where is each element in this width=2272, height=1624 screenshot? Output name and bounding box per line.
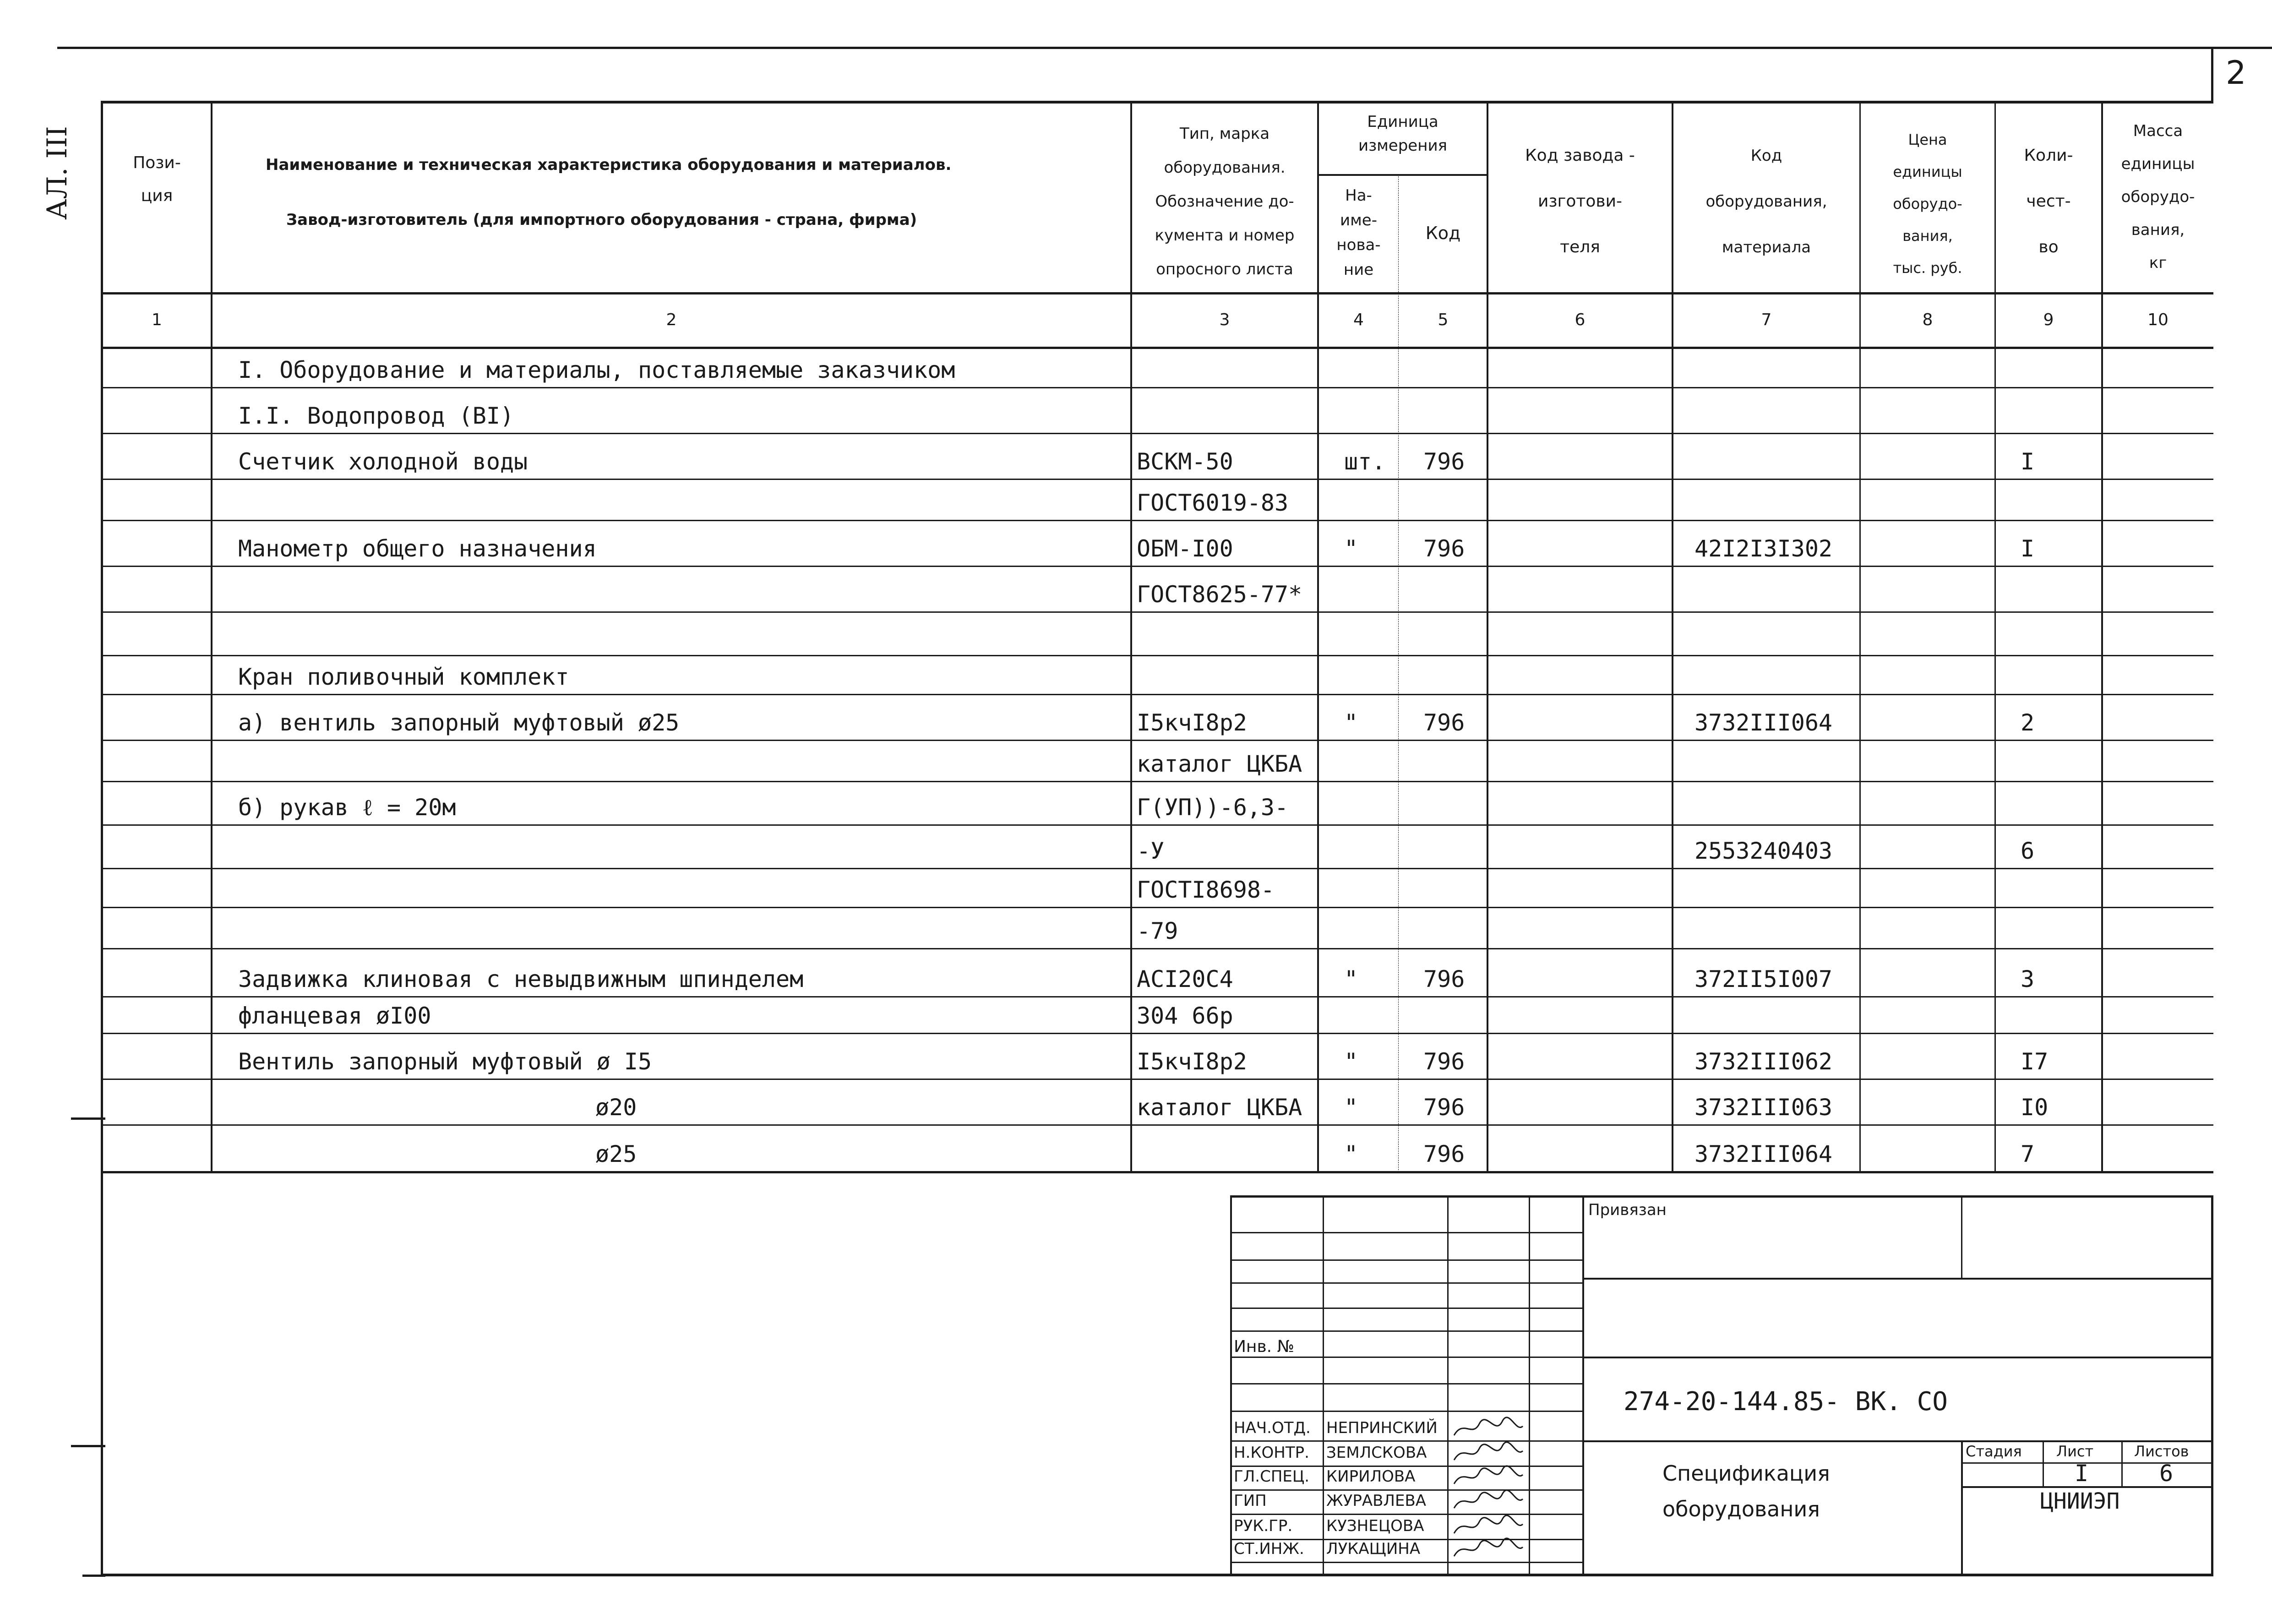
sheet-number-mark: 2 xyxy=(2226,54,2246,92)
row-divider xyxy=(102,824,2213,826)
stage-label: Стадия xyxy=(1966,1443,2022,1460)
row-name: ø25 xyxy=(595,1141,637,1167)
row-divider xyxy=(102,1033,2213,1034)
row-material-code: 3732III062 xyxy=(1694,1048,1833,1075)
signatory-name: КУЗНЕЦОВА xyxy=(1326,1517,1424,1535)
tb-grid-row-line xyxy=(1231,1259,1583,1261)
header-name-line1: Наименование и техническая характеристика оборудования и материалов. xyxy=(266,156,952,174)
row-unit: шт. xyxy=(1344,448,1386,475)
tb-grid-row-line xyxy=(1231,1466,1583,1467)
privyazan-label: Привязан xyxy=(1588,1201,1667,1219)
row-divider xyxy=(102,907,2213,908)
row-type: ГОСТ8625-77* xyxy=(1137,581,1302,608)
tb-left-line xyxy=(1230,1195,1232,1575)
col-number-4: 4 xyxy=(1353,311,1364,329)
signatory-name: ЖУРАВЛЕВА xyxy=(1326,1492,1427,1510)
row-unit-code: 796 xyxy=(1423,709,1465,736)
tb-grid-row-line xyxy=(1231,1514,1583,1515)
row-divider xyxy=(102,996,2213,997)
row-unit-code: 796 xyxy=(1423,448,1465,475)
row-divider xyxy=(102,566,2213,567)
signature-scribble xyxy=(1452,1490,1525,1515)
doc-title-line1: Спецификация xyxy=(1662,1461,1830,1486)
row-divider xyxy=(102,520,2213,521)
row-unit: " xyxy=(1344,709,1358,736)
right-frame-line xyxy=(2211,47,2213,102)
tb-grid-col xyxy=(1323,1195,1324,1575)
row-unit: " xyxy=(1344,1094,1358,1121)
signatory-name: КИРИЛОВА xyxy=(1326,1467,1416,1486)
row-unit-code: 796 xyxy=(1423,966,1465,992)
table-top-line xyxy=(102,101,2213,104)
tb-stage-split xyxy=(1961,1441,1963,1575)
margin-tick xyxy=(71,1117,105,1120)
row-type: каталог ЦКБА xyxy=(1137,1094,1302,1121)
row-divider xyxy=(102,868,2213,869)
row-quantity: 3 xyxy=(2021,966,2035,992)
unit-subheader-line xyxy=(1318,174,1487,176)
row-type: ACI20C4 xyxy=(1137,966,1233,992)
col-line-1 xyxy=(211,101,212,1172)
row-type: I5кчI8р2 xyxy=(1137,1048,1247,1075)
header-position: Пози- ция xyxy=(133,153,181,205)
col-number-9: 9 xyxy=(2043,311,2054,329)
tb-stage-col xyxy=(2043,1441,2044,1487)
row-unit: " xyxy=(1344,1048,1358,1075)
tb-privyazan-split xyxy=(1961,1195,1962,1279)
row-name: Кран поливочный комплект xyxy=(238,664,569,690)
signatory-role: ГИП xyxy=(1234,1492,1267,1510)
row-divider xyxy=(102,655,2213,656)
row-divider xyxy=(102,781,2213,782)
header-name-line2: Завод-изготовитель (для импортного оборудования - страна, фирма) xyxy=(286,211,917,229)
tb-grid-row-line xyxy=(1231,1308,1583,1309)
signature-scribble xyxy=(1452,1538,1525,1563)
row-material-code: 372II5I007 xyxy=(1694,966,1833,992)
row-material-code: 3732III063 xyxy=(1694,1094,1833,1121)
row-divider xyxy=(102,433,2213,434)
row-type: -79 xyxy=(1137,918,1178,944)
signatory-role: Н.КОНТР. xyxy=(1234,1444,1309,1462)
margin-label: АЛ. III xyxy=(41,126,73,220)
margin-tick xyxy=(71,1445,105,1447)
row-material-code: 2553240403 xyxy=(1694,838,1833,864)
tb-grid-col xyxy=(1447,1195,1449,1575)
numbers-bottom-line xyxy=(102,347,2213,349)
sheets-value: 6 xyxy=(2159,1460,2174,1487)
row-name: фланцевая øI00 xyxy=(238,1003,431,1029)
tb-grid-row-line xyxy=(1231,1489,1583,1491)
row-quantity: 2 xyxy=(2021,709,2035,736)
header-bottom-line xyxy=(102,292,2213,294)
tb-top-line xyxy=(1231,1195,2213,1198)
tb-right-line xyxy=(2211,1195,2213,1575)
row-name: I.I. Водопровод (BI) xyxy=(238,403,514,429)
row-type: ГОСТ6019-83 xyxy=(1137,490,1289,516)
row-name: б) рукав ℓ = 20м xyxy=(238,794,456,821)
header-type: Тип, марка оборудования. Обозначение до- кумента и номер опросного листа xyxy=(1155,125,1295,278)
row-unit: " xyxy=(1344,1141,1358,1167)
signature-scribble xyxy=(1452,1466,1525,1491)
row-type: каталог ЦКБА xyxy=(1137,751,1302,777)
row-material-code: 3732III064 xyxy=(1694,709,1833,736)
row-unit-code: 796 xyxy=(1423,1141,1465,1167)
row-unit: " xyxy=(1344,966,1358,992)
tb-grid-row-line xyxy=(1231,1562,1583,1563)
row-quantity: I0 xyxy=(2021,1094,2049,1121)
col-number-3: 3 xyxy=(1219,311,1230,329)
row-type: I5кчI8р2 xyxy=(1137,709,1247,736)
row-name: I. Оборудование и материалы, поставляемые заказчиком xyxy=(238,357,955,383)
tb-grid-col xyxy=(1529,1195,1530,1575)
doc-code: 274-20-144.85- ВК. СО xyxy=(1624,1387,1948,1417)
tb-right-line-1 xyxy=(1583,1278,2212,1280)
row-quantity: 7 xyxy=(2021,1141,2035,1167)
signatory-role: РУК.ГР. xyxy=(1234,1517,1293,1535)
row-divider xyxy=(102,1124,2213,1126)
signatory-name: ЛУКАЩИНА xyxy=(1326,1540,1421,1558)
signatory-role: СТ.ИНЖ. xyxy=(1234,1540,1304,1558)
header-mass: Масса единицы оборудо- вания, кг xyxy=(2121,122,2195,272)
header-price: Цена единицы оборудо- вания, тыс. руб. xyxy=(1893,131,1962,277)
row-type: ГОСТI8698- xyxy=(1137,877,1275,903)
signatory-name: ЗЕМЛСКОВА xyxy=(1326,1444,1427,1462)
header-quantity: Коли- чест- во xyxy=(2024,146,2073,256)
header-factory-code: Код завода - изготови- теля xyxy=(1525,146,1635,256)
signature-scribble xyxy=(1452,1442,1525,1467)
row-type: ОБМ-I00 xyxy=(1137,535,1233,562)
header-unit-name: На- име- нова- ние xyxy=(1336,186,1381,279)
row-quantity: 6 xyxy=(2021,838,2035,864)
sheets-label: Листов xyxy=(2134,1443,2189,1460)
row-unit: " xyxy=(1344,535,1358,562)
tb-stage-col xyxy=(2121,1441,2123,1487)
row-divider xyxy=(102,1079,2213,1080)
col-number-2: 2 xyxy=(666,311,677,329)
row-material-code: 42I2I3I302 xyxy=(1694,535,1833,562)
col-number-10: 10 xyxy=(2147,311,2168,329)
signatory-role: ГЛ.СПЕЦ. xyxy=(1234,1467,1310,1486)
col-number-8: 8 xyxy=(1922,311,1933,329)
row-type: ВСКМ-50 xyxy=(1137,448,1233,475)
signature-scribble xyxy=(1452,1417,1525,1442)
row-divider xyxy=(102,479,2213,480)
tb-grid-row-line xyxy=(1231,1411,1583,1412)
sheet-value: I xyxy=(2075,1460,2089,1487)
row-unit-code: 796 xyxy=(1423,1048,1465,1075)
row-material-code: 3732III064 xyxy=(1694,1141,1833,1167)
row-type: Г(УП))-6,3- xyxy=(1137,794,1289,821)
tb-grid-row-line xyxy=(1231,1383,1583,1384)
row-name: Манометр общего назначения xyxy=(238,535,597,562)
header-equip-code: Код оборудования, материала xyxy=(1705,147,1827,256)
tb-bottom-line xyxy=(102,1574,2213,1576)
row-type: 304 66р xyxy=(1137,1003,1233,1029)
header-unit-code: Код xyxy=(1425,223,1461,243)
row-name: ø20 xyxy=(595,1094,637,1121)
inv-no-label: Инв. № xyxy=(1234,1337,1295,1356)
row-name: а) вентиль запорный муфтовый ø25 xyxy=(238,709,680,736)
tb-right-line-2 xyxy=(1583,1357,2212,1358)
row-quantity: I7 xyxy=(2021,1048,2049,1075)
row-divider xyxy=(102,948,2213,949)
tb-grid-row-line xyxy=(1231,1282,1583,1284)
top-frame-line xyxy=(57,47,2272,49)
col-number-6: 6 xyxy=(1575,311,1585,329)
col-number-7: 7 xyxy=(1761,311,1772,329)
row-unit-code: 796 xyxy=(1423,1094,1465,1121)
row-quantity: I xyxy=(2021,535,2035,562)
tb-grid-row-line xyxy=(1231,1232,1583,1233)
row-name: Вентиль запорный муфтовый ø I5 xyxy=(238,1048,652,1075)
signature-scribble xyxy=(1452,1515,1525,1540)
row-unit-code: 796 xyxy=(1423,535,1465,562)
row-name: Задвижка клиновая с невыдвижным шпинделем xyxy=(238,966,804,992)
signatory-role: НАЧ.ОТД. xyxy=(1234,1419,1311,1437)
col-number-5: 5 xyxy=(1438,311,1449,329)
tb-grid-col xyxy=(1582,1195,1584,1575)
row-divider xyxy=(102,694,2213,695)
header-unit: Единица измерения xyxy=(1358,113,1448,155)
signatory-name: НЕПРИНСКИЙ xyxy=(1326,1419,1438,1437)
sheet-label: Лист xyxy=(2056,1443,2094,1460)
tb-grid-row-line xyxy=(1231,1357,1583,1358)
row-divider xyxy=(102,611,2213,613)
row-divider xyxy=(102,740,2213,741)
row-divider xyxy=(102,387,2213,388)
row-type: -У xyxy=(1137,838,1165,864)
tb-right-line-3 xyxy=(1583,1440,2212,1442)
tb-grid-row-line xyxy=(1231,1440,1583,1442)
col-number-1: 1 xyxy=(152,311,162,329)
table-bottom-line xyxy=(102,1171,2213,1173)
row-quantity: I xyxy=(2021,448,2035,475)
tb-grid-row-line xyxy=(1231,1330,1583,1332)
doc-title-line2: оборудования xyxy=(1662,1497,1820,1521)
row-name: Счетчик холодной воды xyxy=(238,448,528,475)
org-name: ЦНИИЭП xyxy=(2040,1488,2120,1514)
